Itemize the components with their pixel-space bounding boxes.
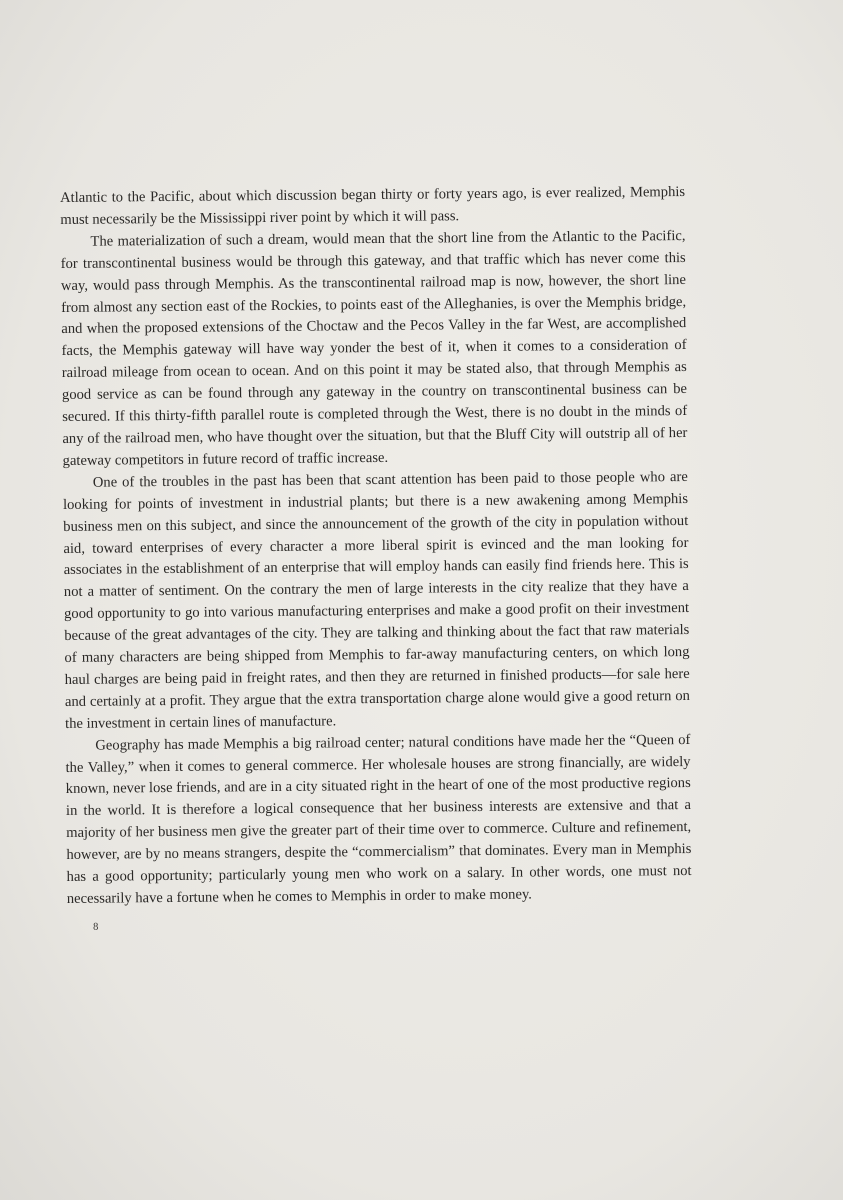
paragraph-1: Atlantic to the Pacific, about which discussion began thirty or forty years ago, is ever realized, Memphis must necessarily be the Mississippi river point by which it will pass. xyxy=(60,184,686,228)
paragraph-3: One of the troubles in the past has been that scant attention has been paid to those people who are looking for points of investment in industrial plants; but there is a new awakening among Memphis business men on this subject, and since the announcement of the growth of the city in population without aid, toward enterprises of every character a more liberal spirit is evinced and the man looking for associates in the establishment of an enterprise that will employ hands can easily find friends here. This is not a matter of sentiment. On the contrary the men of large interests in the city realize that they have a good opportunity to go into various manufacturing enterprises and make a good profit on their investment because of the great advantages of the city. They are talking and thinking about the fact that raw materials of many characters are being shipped from Memphis to far-away manufacturing centers, on which long haul charges are being paid in freight rates, and then they are returned in finished products—for sale here and certainly at a profit. They argue that the extra transportation charge alone would give a good return on the investment in certain lines of manufacture. xyxy=(62,468,690,732)
body-text xyxy=(60,182,692,939)
paragraph-2: The materialization of such a dream, would mean that the short line from the Atlantic to the Pacific, for transcontinental business would be through this gateway, and that traffic which has never come this way, would pass through Memphis. As the transcontinental railroad map is now, however, the short line from almost any section east of the Rockies, to points east of the Alleghanies, is over the Memphis bridge, and when the proposed extensions of the Choctaw and the Pecos Valley in the far West, are accomplished facts, the Memphis gateway will have way yonder the best of it, when it comes to a consideration of railroad mileage from ocean to ocean. And on this point it may be stated also, that through Memphis as good service as can be found through any gateway in the country on transcontinental business can be secured. If this thirty-fifth parallel route is completed through the West, there is no doubt in the minds of any of the railroad men, who have thought over the situation, but that the Bluff City will outstrip all of her gateway competitors in future record of traffic increase. xyxy=(60,227,688,469)
paragraph-4: Geography has made Memphis a big railroad center; natural conditions have made her the “Queen of the Valley,” when it comes to general commerce. Her wholesale houses are strong financially, are widely known, never lose friends, and are in a city situated right in the heart of one of the most productive regions in the world. It is therefore a logical consequence that her business interests are extensive and that a majority of her business men give the greater part of their time over to commerce. Culture and refinement, however, are by no means strangers, despite the “commercialism” that dominates. Every man in Memphis has a good opportunity; particularly young men who work on a salary. In other words, one must not necessarily have a fortune when he comes to Memphis in order to make money. xyxy=(65,731,692,907)
page-number: 8 xyxy=(93,921,99,933)
